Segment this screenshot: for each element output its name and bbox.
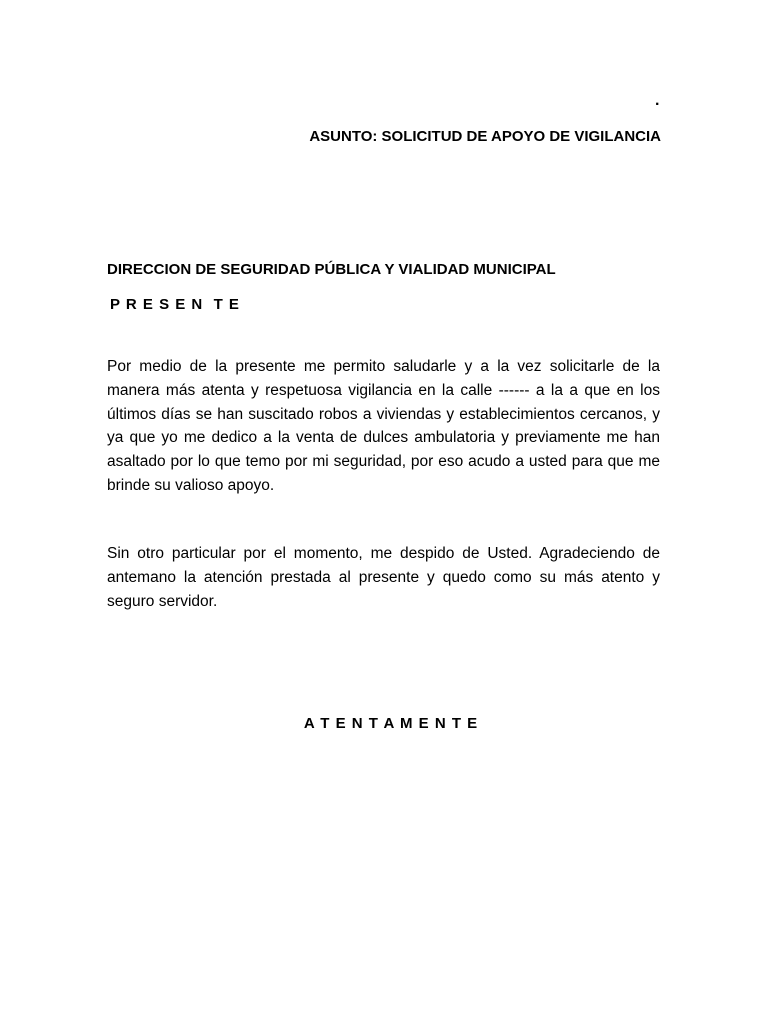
body-paragraph-2: Sin otro particular por el momento, me despido de Usted. Agradeciendo de antemano la atención prestada al presente y quedo como su más atento y seguro servidor. (107, 545, 660, 610)
top-mark: . (655, 92, 660, 109)
closing-atentamente: A T E N T A M E N T E (303, 715, 479, 732)
body-paragraph-1: Por medio de la presente me permito saludarle y a la vez solicitarle de la manera más atenta y respetuosa vigilancia en la calle ------ a la a que en los últimos días se han suscitado robos a viviendas y establecimientos cercanos, y ya que yo me dedico a la venta de dulces ambulatoria y previamente me han asaltado por lo que temo por mi seguridad, por eso acudo a usted para que me brinde su valioso apoyo. (107, 358, 660, 494)
greeting-presente: P R E S E N T E (110, 296, 240, 313)
subject-line: ASUNTO: SOLICITUD DE APOYO DE VIGILANCIA (309, 128, 661, 145)
recipient-line: DIRECCION DE SEGURIDAD PÚBLICA Y VIALIDAD MUNICIPAL (107, 261, 556, 278)
